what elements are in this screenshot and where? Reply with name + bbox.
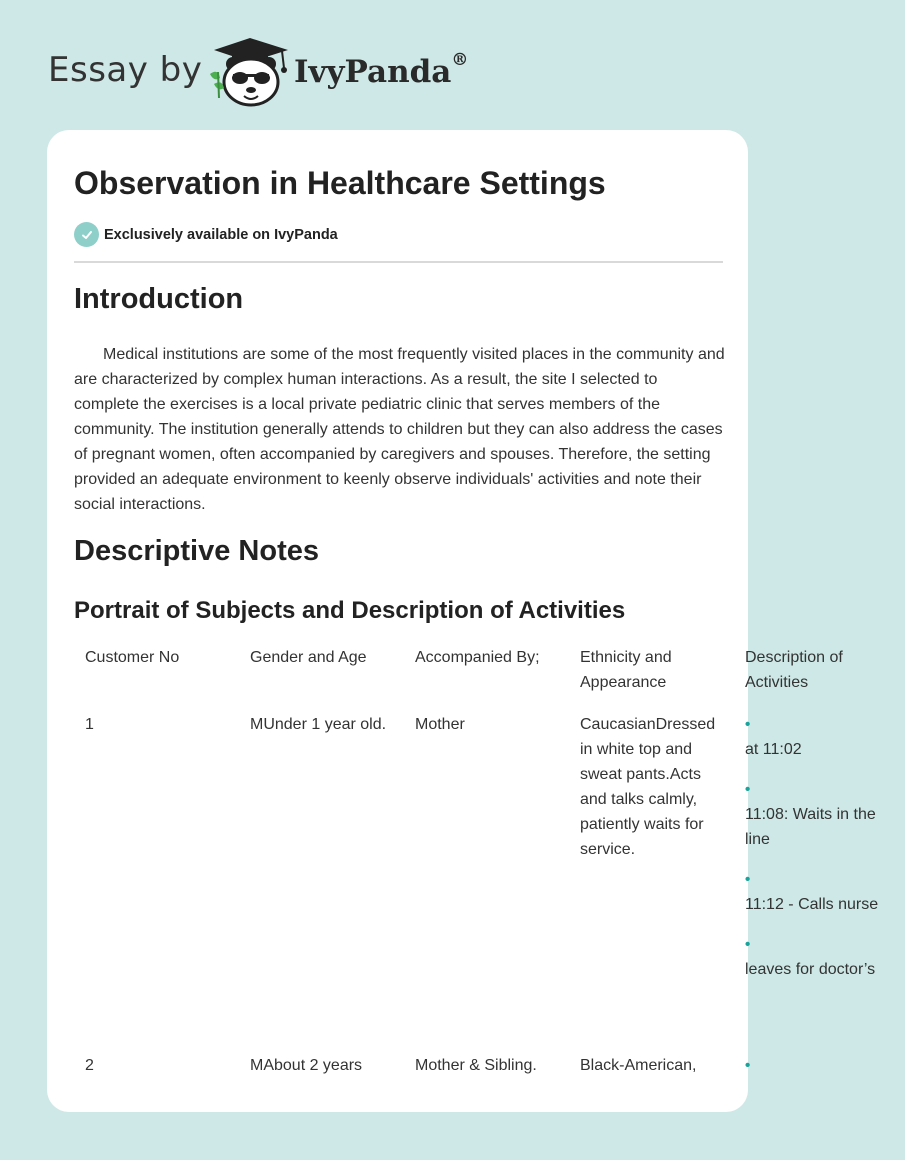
header-ethnicity: Ethnicity and Appearance — [580, 649, 672, 691]
table-subheading: Portrait of Subjects and Description of Activities — [74, 597, 626, 624]
header-accompanied: Accompanied By; — [415, 649, 540, 666]
badge-text: Exclusively available on IvyPanda — [104, 226, 338, 243]
cell-ethnicity: CaucasianDressed in white top and sweat pants.Acts and talks calmly, patiently waits for service. — [580, 716, 716, 858]
cell-customer-no: 2 — [85, 1057, 94, 1074]
brand-header — [48, 36, 468, 108]
subjects-table — [74, 645, 879, 1113]
intro-heading: Introduction — [74, 283, 244, 315]
document-card — [47, 130, 879, 1112]
cell-customer-no: 1 — [85, 716, 94, 733]
table-row — [74, 1053, 874, 1113]
bullet-icon: • — [745, 1057, 751, 1074]
activity-item: 11:08: Waits in the line — [745, 806, 876, 848]
table-header-row — [74, 645, 874, 712]
activity-item: leaves for doctor’s — [745, 961, 876, 978]
cell-activities — [745, 1053, 905, 1093]
bullet-icon: • — [745, 871, 751, 888]
bullet-icon: • — [745, 716, 751, 733]
activity-item: 11:12 - Calls nurse — [745, 896, 879, 913]
divider — [74, 261, 723, 263]
exclusive-badge — [74, 222, 338, 247]
bullet-icon: • — [745, 781, 751, 798]
panda-logo-icon — [204, 36, 296, 108]
cell-gender-age: MUnder 1 year old. — [250, 716, 387, 733]
page-title: Observation in Healthcare Settings — [74, 165, 606, 201]
cell-ethnicity: Black-American, — [580, 1057, 697, 1074]
notes-heading: Descriptive Notes — [74, 535, 319, 567]
cell-accompanied: Mother & Sibling. — [415, 1057, 537, 1074]
bullet-icon: • — [745, 936, 751, 953]
brand-prefix: Essay by — [48, 50, 203, 90]
header-gender-age: Gender and Age — [250, 649, 367, 666]
intro-paragraph: Medical institutions are some of the most frequently visited places in the community and are characterized by complex human interactions. As a result, the site I selected to complete the exercises is a local private pediatric clinic that serves members of the community. The institution generally attends to children but they can also address the cases of pregnant women, often accompanied by caregivers and spouses. Therefore, the setting provided an adequate environment to keenly observe individuals' activities and note their social interactions. — [74, 346, 725, 513]
cell-gender-age: MAbout 2 years — [250, 1057, 363, 1074]
table-row — [74, 712, 879, 1053]
header-customer-no: Customer No — [85, 649, 180, 666]
activity-item: at 11:02 — [745, 741, 802, 758]
cell-activities — [745, 712, 905, 997]
check-icon — [74, 222, 99, 247]
cell-accompanied: Mother — [415, 716, 465, 733]
header-activities: Description of Activities — [745, 649, 843, 691]
brand-name: IvyPanda® — [294, 50, 469, 90]
